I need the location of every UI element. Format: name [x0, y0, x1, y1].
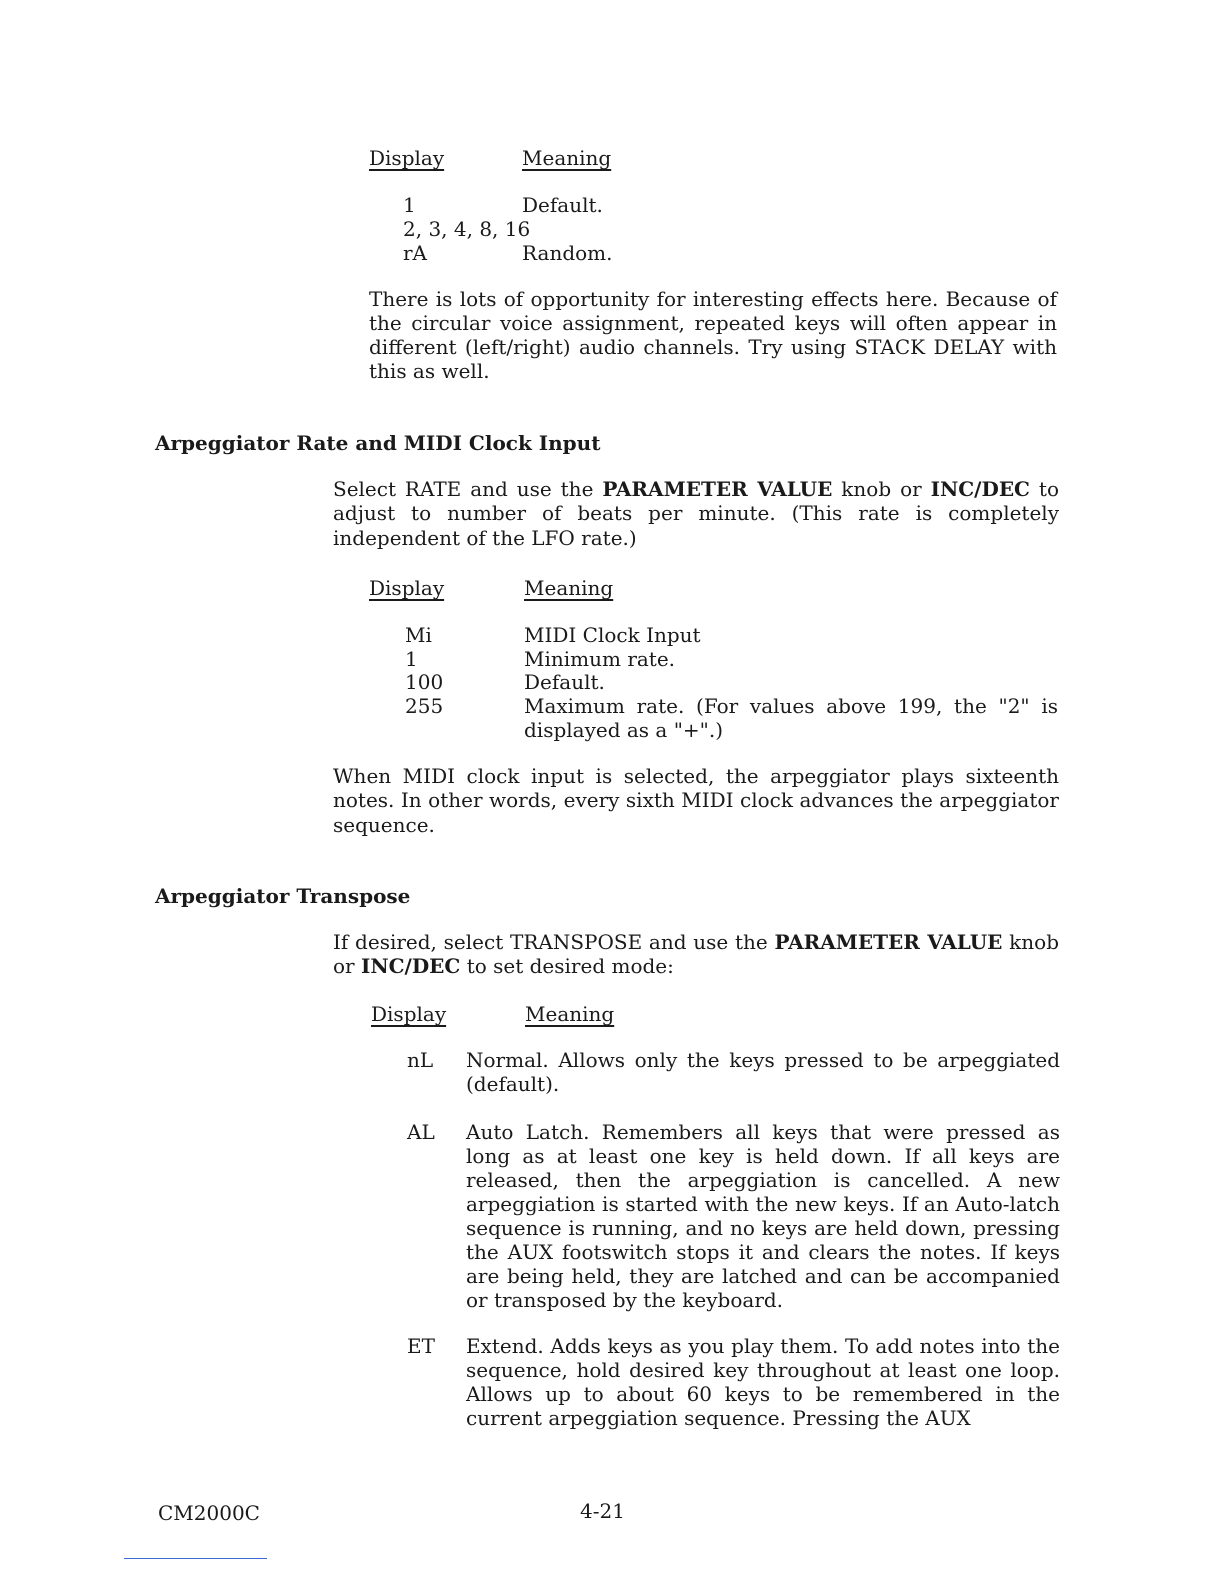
table1-col-display: Display: [369, 146, 445, 170]
section-heading-rate: Arpeggiator Rate and MIDI Clock Input: [155, 431, 601, 455]
rate-row-meaning: Default.: [524, 670, 605, 694]
transpose-row-meaning: Normal. Allows only the keys pressed to be arpeggiated (default).: [466, 1048, 1060, 1096]
transpose-row-display: ET: [407, 1334, 435, 1358]
section-heading-transpose: Arpeggiator Transpose: [155, 884, 411, 908]
table1-row-meaning: Random.: [522, 241, 613, 265]
rate-row-meaning: MIDI Clock Input: [524, 623, 701, 647]
rate-note-paragraph: When MIDI clock input is selected, the arpeggiator plays sixteenth notes. In other words, every sixth MIDI clock advances the arpeggiator sequence.: [333, 764, 1059, 837]
transpose-intro-paragraph: [333, 930, 1059, 979]
transpose-row-display: nL: [407, 1048, 434, 1072]
table1-row-display: rA: [403, 241, 428, 265]
rate-col-display: Display: [369, 576, 445, 600]
transpose-intro-text: If desired, select TRANSPOSE and use the: [333, 930, 775, 954]
table1-row-meaning: Default.: [522, 193, 603, 217]
rate-row-display: 1: [405, 647, 418, 671]
parameter-value-label: PARAMETER VALUE: [774, 930, 1003, 954]
transpose-col-display: Display: [371, 1002, 447, 1026]
table1-note-paragraph: There is lots of opportunity for interesting effects here. Because of the circular voice assignment, repeated keys will often appear in different (left/right) audio channels. Try using STACK DELAY with this as well.: [369, 287, 1057, 383]
rate-intro-text: Select RATE and use the: [333, 477, 603, 501]
transpose-col-meaning: Meaning: [525, 1002, 615, 1026]
rate-row-display: 255: [405, 694, 444, 718]
rate-intro-text: to adjust to number of beats per minute. (This rate is completely independent of the LFO rate.): [333, 477, 1059, 550]
rate-col-meaning: Meaning: [524, 576, 614, 600]
transpose-row-meaning: Auto Latch. Remembers all keys that were pressed as long as at least one key is held down. If all keys are released, then the arpeggiation is cancelled. A new arpeggiation is started with the new keys. If an Auto-latch sequence is running, and no keys are held down, pressing the AUX footswitch stops it and clears the notes. If keys are being held, they are latched and can be accompanied or transposed by the keyboard.: [466, 1120, 1060, 1312]
table1-row-display: 1: [403, 193, 416, 217]
transpose-intro-text: to set desired mode:: [460, 954, 674, 979]
inc-dec-label: INC/DEC: [360, 954, 461, 979]
rate-row-display: 100: [405, 670, 444, 694]
footer-document-id: CM2000C: [158, 1501, 260, 1525]
transpose-row-meaning: Extend. Adds keys as you play them. To add notes into the sequence, hold desired key throughout at least one loop. Allows up to about 60 keys to be remembered in the current arpeggiation sequence. Pressing the AUX: [466, 1334, 1060, 1430]
table1-col-meaning: Meaning: [522, 146, 612, 170]
inc-dec-label: INC/DEC: [930, 477, 1030, 501]
rate-intro-text: knob or: [832, 477, 931, 501]
footer-page-number: 4-21: [580, 1499, 625, 1523]
parameter-value-label: PARAMETER VALUE: [602, 477, 833, 501]
bottom-divider: [124, 1558, 267, 1559]
rate-row-display: Mi: [405, 623, 432, 647]
transpose-intro-text: knob or: [333, 930, 1059, 979]
table1-row-display: 2, 3, 4, 8, 16: [403, 217, 531, 241]
rate-row-meaning: Maximum rate. (For values above 199, the "2" is displayed as a "+".): [524, 694, 1058, 742]
rate-intro-paragraph: [333, 477, 1059, 550]
rate-row-meaning: Minimum rate.: [524, 647, 676, 671]
transpose-row-display: AL: [407, 1120, 435, 1144]
